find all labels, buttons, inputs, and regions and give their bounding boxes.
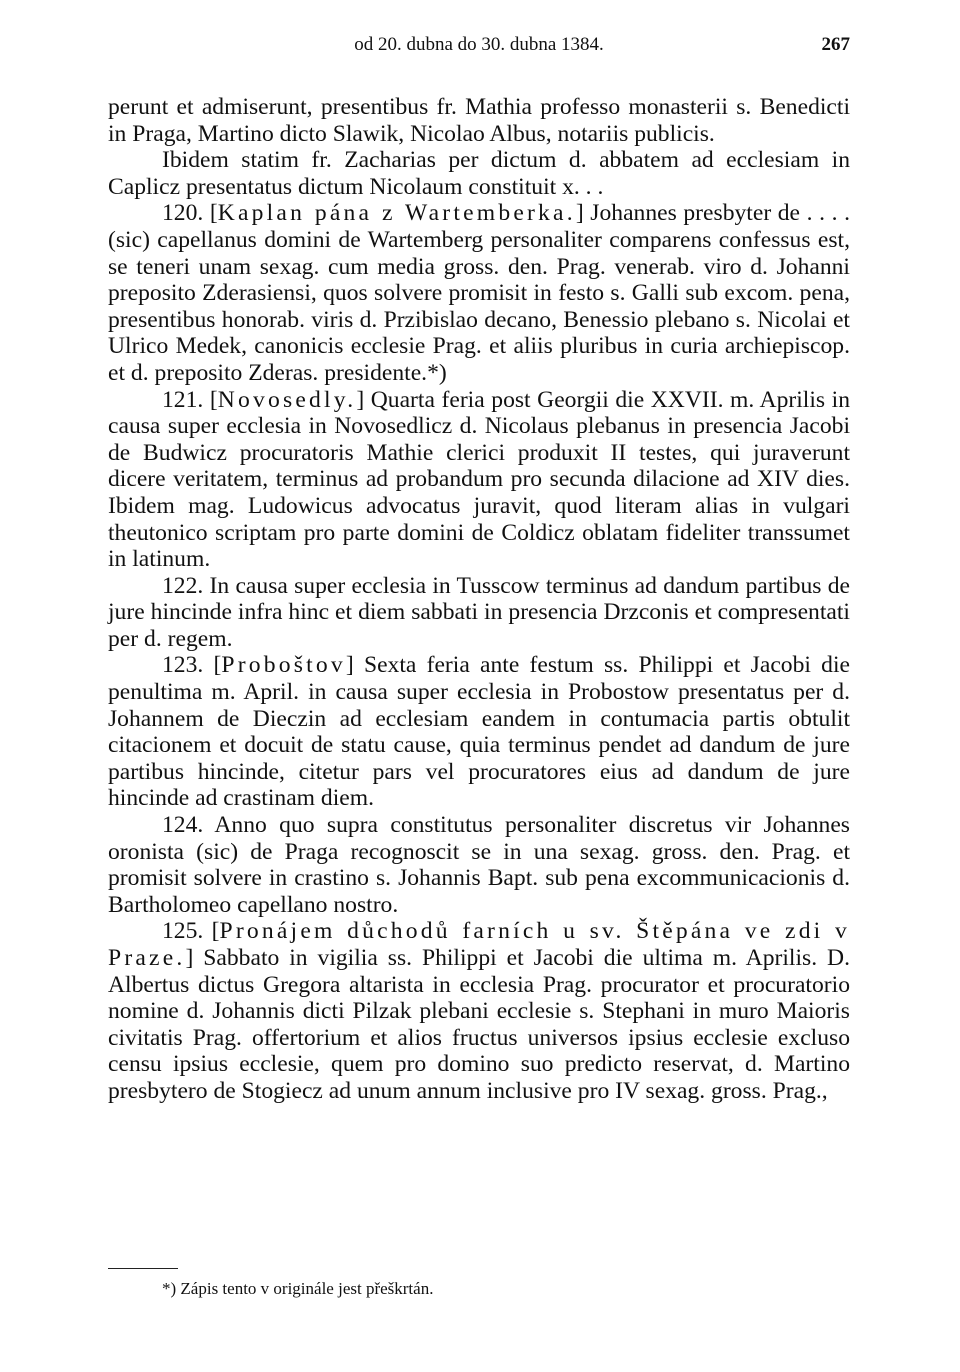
entry-121 bbox=[108, 387, 850, 573]
entry-heading: Proboštov bbox=[221, 652, 346, 679]
entry-heading: Pronájem důchodů farních u sv. Štěpána ve zdi v Praze. bbox=[108, 918, 850, 971]
body-text bbox=[108, 94, 850, 1105]
page-number: 267 bbox=[821, 34, 850, 55]
entry-heading: Novosedly. bbox=[217, 386, 357, 413]
entry-number: 124. bbox=[162, 812, 204, 839]
entry-number: 123. [ bbox=[162, 652, 222, 679]
paragraph-2 bbox=[108, 147, 850, 200]
paragraph-1 bbox=[108, 94, 850, 147]
entry-120 bbox=[108, 200, 850, 386]
running-title: od 20. dubna do 30. dubna 1384. bbox=[354, 34, 604, 55]
entry-text: In causa super ecclesia in Tusscow terminus ad dandum partibus de jure hincinde infra hinc et diem sabbati in presencia Drzconis et compresentati per d. regem. bbox=[108, 572, 850, 652]
entry-number: 121. [ bbox=[162, 386, 218, 413]
entry-heading: Kaplan pána z Wartemberka. bbox=[217, 200, 576, 227]
entry-number: 120. [ bbox=[162, 200, 218, 227]
page-header bbox=[108, 34, 850, 62]
paragraph-text: perunt et admiserunt, presentibus fr. Mathia professo monasterii s. Benedicti in Praga, Martino dicto Slawik, Nicolao Albus, notariis publicis. bbox=[108, 94, 850, 147]
footnote: *) Zápis tento v originále jest přeškrtán. bbox=[162, 1279, 434, 1298]
paragraph-text: Ibidem statim fr. Zacharias per dictum d. abbatem ad ecclesiam in Caplicz presentatus dictum Nicolaum constituit x. . . bbox=[108, 147, 850, 200]
entry-124 bbox=[108, 812, 850, 918]
entry-text: ] Johannes presbyter de . . . . (sic) capellanus domini de Wartemberg personaliter comparens confessus est, se teneri unam sexag. cum media gross. den. Prag. venerab. viro d. Johanni preposito Zderasiensi, quos solvere promisit in festo s. Galli sub excom. pena, presentibus honorab. viris d. Przibislao decano, Benessio plebano s. Nicolai et Ulrico Medek, canonicis ecclesie Prag. et aliis pluribus in curia archiepiscop. et d. preposito Zderas. presidente.*) bbox=[108, 200, 851, 386]
entry-text: ] Sabbato in vigilia ss. Philippi et Jacobi die ultima m. Aprilis. D. Albertus dictus Gregora altarista in ecclesia Prag. procurator et procuratorio nomine d. Johannis dicti Pilzak plebani ecclesie s. Stephani in muro Maioris civitatis Prag. offertorium et alios fructus universos ipsius ecclesie excluso censu ipsius ecclesie, quem pro domino suo predicto reservat, d. Martino presbytero de Stogiecz ad unum annum inclusive pro IV sexag. gross. Prag., bbox=[108, 945, 850, 1104]
entry-text: ] Sexta feria ante festum ss. Philippi et Jacobi die penultima m. April. in causa super ecclesia in Probostow presentatus per d. Johannem de Dieczin ad ecclesiam eandem in contumacia partis obtulit citacionem et docuit de statu cause, quia terminus pendet ad dandum de jure partibus hincinde, citetur pars vel procuratores eius ad dandum de jure hincinde ad crastinam diem. bbox=[108, 652, 850, 812]
entry-number: 125. [ bbox=[162, 918, 220, 945]
entry-122 bbox=[108, 573, 850, 653]
entry-text: ] Quarta feria post Georgii die XXVII. m. Aprilis in causa super ecclesia in Novosedlicz d. Nicolaus plebanus in presencia Jacobi de Budwicz procuratoris Mathie clerici produxit II testes, qui juraverunt dicere veritatem, terminus ad probandum pro secunda dilacione ad XIV dies. Ibidem mag. Ludowicus advocatus juravit, quod literam alias in vulgari theutonico scriptam pro parte domini de Coldicz oblatam fideliter transsumet in latinum. bbox=[108, 386, 851, 573]
entry-125 bbox=[108, 918, 850, 1104]
entry-123 bbox=[108, 652, 850, 812]
entry-number: 122. bbox=[162, 572, 204, 599]
footnote-divider bbox=[108, 1268, 178, 1269]
entry-text: Anno quo supra constitutus personaliter discretus vir Johannes oronista (sic) de Praga recognoscit se in una sexag. gross. den. Prag. et promisit solvere in crastino s. Johannis Bapt. sub pena excommunicacionis d. Bartholomeo capellano nostro. bbox=[108, 812, 850, 918]
